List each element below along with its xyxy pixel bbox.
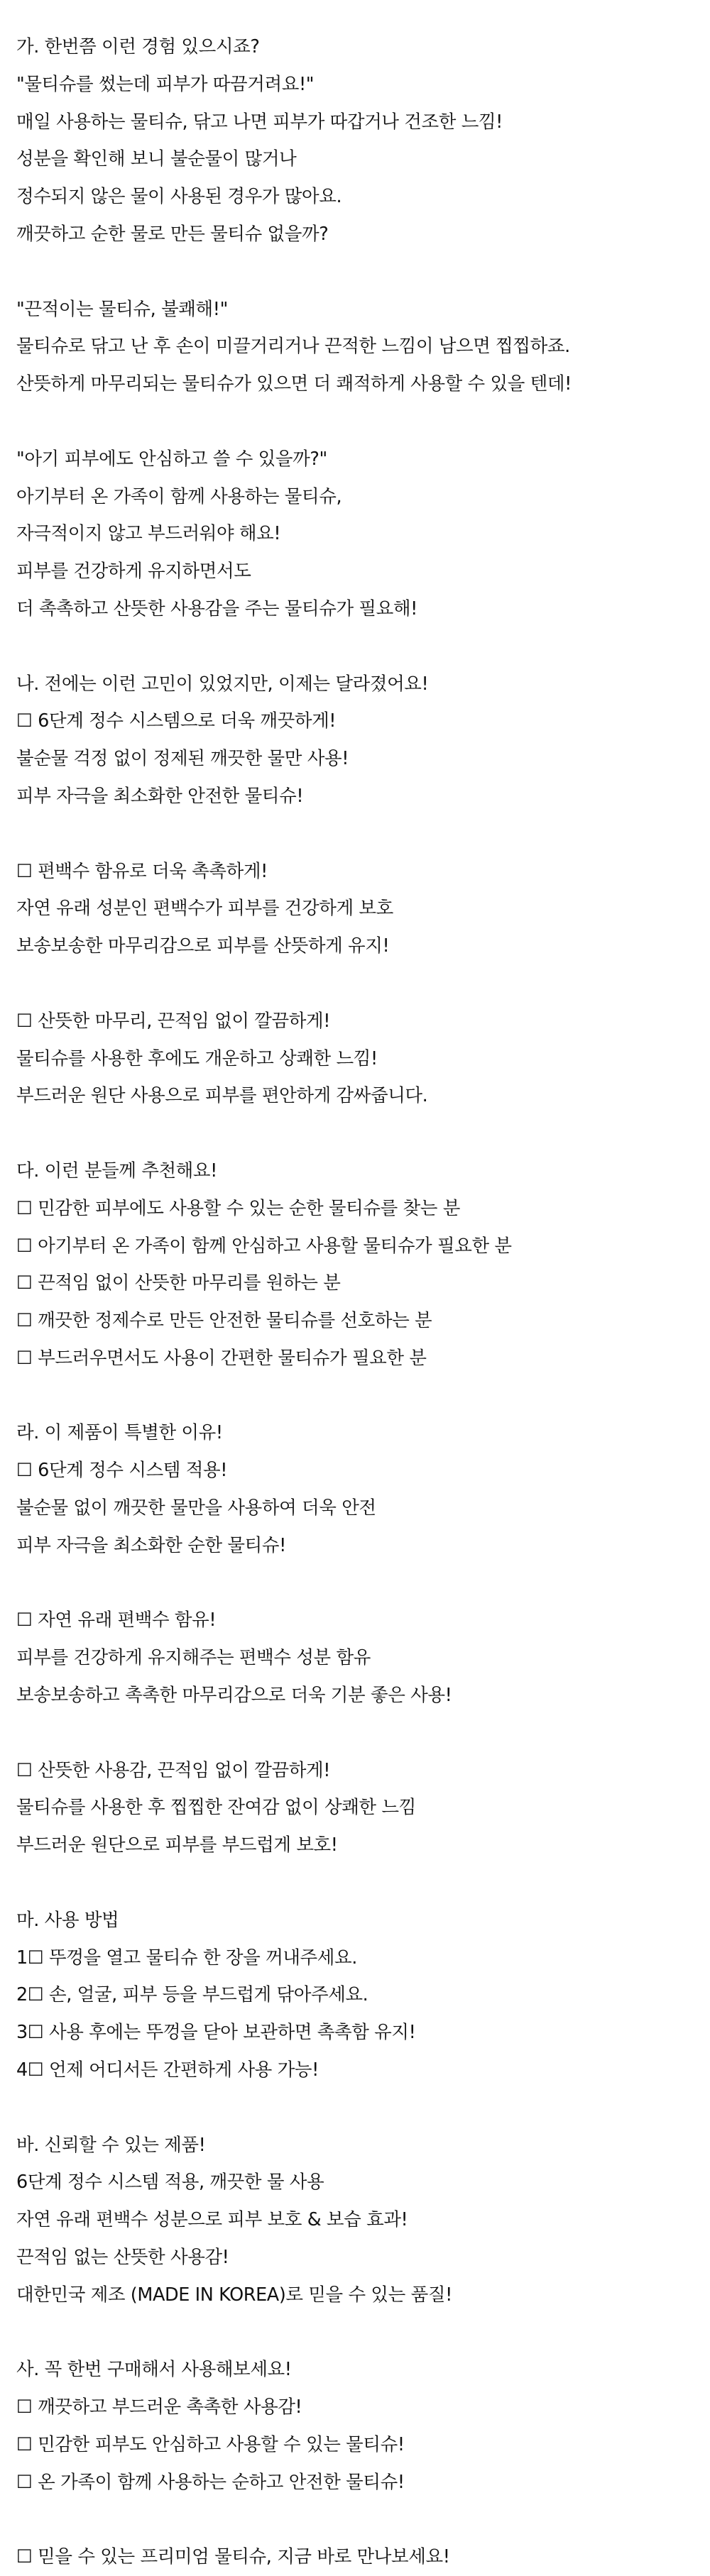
text-line: ☐ 아기부터 온 가족이 함께 안심하고 사용할 물티슈가 필요한 분	[16, 1235, 512, 1257]
text-line: 피부 자극을 최소화한 순한 물티슈!	[16, 1534, 286, 1556]
paragraph	[16, 666, 710, 815]
section-heading: 마. 사용 방법	[16, 1909, 119, 1931]
paragraph-spacer	[16, 1377, 710, 1415]
text-line: 물티슈로 닦고 난 후 손이 미끌거리거나 끈적한 느낌이 남으면 찝찝하죠.	[16, 336, 570, 358]
text-line: 4☐ 언제 어디서든 간편하게 사용 가능!	[16, 2059, 319, 2081]
paragraph	[16, 2127, 710, 2314]
paragraph-spacer	[16, 253, 710, 291]
text-line: 자극적이지 않고 부드러워야 해요!	[16, 523, 281, 545]
section-4	[16, 1377, 710, 1864]
text-line: ☐ 6단계 정수 시스템 적용!	[16, 1460, 228, 1482]
text-line: ☐ 깨끗한 정제수로 만든 안전한 물티슈를 선호하는 분	[16, 1310, 432, 1332]
paragraph-spacer	[16, 1115, 710, 1152]
text-line: ☐ 편백수 함유로 더욱 촉촉하게!	[16, 860, 268, 882]
section-6	[16, 2089, 710, 2314]
text-line: ☐ 민감한 피부에도 사용할 수 있는 순한 물티슈를 찾는 분	[16, 1197, 460, 1219]
text-line: 대한민국 제조 (MADE IN KOREA)로 믿을 수 있는 품질!	[16, 2284, 452, 2306]
text-line: ☐ 6단계 정수 시스템으로 더욱 깨끗하게!	[16, 710, 337, 732]
text-line: 물티슈를 사용한 후 찝찝한 잔여감 없이 상쾌한 느낌	[16, 1797, 416, 1819]
section-heading: 라. 이 제품이 특별한 이유!	[16, 1422, 223, 1444]
section-heading: 가. 한번쯤 이런 경험 있으시죠?	[16, 36, 260, 57]
section-7	[16, 2314, 710, 2576]
text-line: ☐ 산뜻한 마무리, 끈적임 없이 깔끔하게!	[16, 1010, 331, 1032]
paragraph-spacer	[16, 1864, 710, 1902]
paragraph-spacer	[16, 403, 710, 441]
section-heading: 바. 신뢰할 수 있는 제품!	[16, 2134, 206, 2156]
text-line: 자연 유래 편백수 성분으로 피부 보호 & 보습 효과!	[16, 2209, 408, 2231]
text-line: ☐ 부드러우면서도 사용이 간편한 물티슈가 필요한 분	[16, 1347, 427, 1369]
text-line: 성분을 확인해 보니 불순물이 많거나	[16, 148, 297, 170]
text-line: ☐ 깨끗하고 부드러운 촉촉한 사용감!	[16, 2396, 302, 2418]
text-line: 물티슈를 사용한 후에도 개운하고 상쾌한 느낌!	[16, 1047, 378, 1069]
text-line: 2☐ 손, 얼굴, 피부 등을 부드럽게 닦아주세요.	[16, 1984, 368, 2006]
text-line: ☐ 산뜻한 사용감, 끈적임 없이 깔끔하게!	[16, 1759, 331, 1781]
text-line: 피부를 건강하게 유지해주는 편백수 성분 함유	[16, 1647, 371, 1669]
paragraph-spacer	[16, 1565, 710, 1602]
paragraph	[16, 1414, 710, 1564]
section-heading: 나. 전에는 이런 고민이 있었지만, 이제는 달라졌어요!	[16, 673, 429, 695]
text-line: 불순물 걱정 없이 정제된 깨끗한 물만 사용!	[16, 748, 349, 770]
paragraph-spacer	[16, 628, 710, 666]
section-3	[16, 1115, 710, 1377]
paragraph	[16, 441, 710, 628]
paragraph-spacer	[16, 965, 710, 1003]
text-line: ☐ 민감한 피부도 안심하고 사용할 수 있는 물티슈!	[16, 2434, 405, 2455]
text-line: 아기부터 온 가족이 함께 사용하는 물티슈,	[16, 485, 342, 507]
text-line: 깨끗하고 순한 물로 만든 물티슈 없을까?	[16, 223, 329, 245]
text-line: 3☐ 사용 후에는 뚜껑을 닫아 보관하면 촉촉함 유지!	[16, 2022, 416, 2044]
text-line: 1☐ 뚜껑을 열고 물티슈 한 장을 꺼내주세요.	[16, 1947, 357, 1969]
text-line: ☐ 끈적임 없이 산뜻한 마무리를 원하는 분	[16, 1272, 341, 1294]
paragraph-spacer	[16, 815, 710, 853]
paragraph	[16, 2538, 710, 2576]
text-line: 피부를 건강하게 유지하면서도	[16, 561, 251, 583]
paragraph-spacer	[16, 2501, 710, 2539]
text-line: 6단계 정수 시스템 적용, 깨끗한 물 사용	[16, 2172, 324, 2194]
section-heading: 다. 이런 분들께 추천해요!	[16, 1160, 217, 1182]
paragraph	[16, 1152, 710, 1377]
text-line: "끈적이는 물티슈, 불쾌해!"	[16, 298, 228, 320]
text-line: 자연 유래 성분인 편백수가 피부를 건강하게 보호	[16, 898, 393, 920]
text-line: "아기 피부에도 안심하고 쓸 수 있을까?"	[16, 448, 327, 470]
text-line: 정수되지 않은 물이 사용된 경우가 많아요.	[16, 186, 342, 208]
text-line: 피부 자극을 최소화한 안전한 물티슈!	[16, 785, 304, 807]
text-line: "물티슈를 썼는데 피부가 따끔거려요!"	[16, 73, 315, 95]
section-1	[16, 28, 710, 628]
paragraph-spacer	[16, 1714, 710, 1752]
paragraph	[16, 2351, 710, 2501]
paragraph	[16, 1003, 710, 1115]
paragraph-spacer	[16, 2089, 710, 2127]
text-line: ☐ 믿을 수 있는 프리미엄 물티슈, 지금 바로 만나보세요!	[16, 2546, 450, 2568]
text-line: 부드러운 원단으로 피부를 부드럽게 보호!	[16, 1834, 338, 1856]
text-line: 끈적임 없는 산뜻한 사용감!	[16, 2247, 229, 2269]
paragraph	[16, 291, 710, 403]
text-line: 더 촉촉하고 산뜻한 사용감을 주는 물티슈가 필요해!	[16, 598, 417, 620]
text-line: 보송보송한 마무리감으로 피부를 산뜻하게 유지!	[16, 935, 390, 957]
paragraph	[16, 1602, 710, 1714]
paragraph	[16, 28, 710, 253]
paragraph	[16, 1752, 710, 1864]
text-line: 산뜻하게 마무리되는 물티슈가 있으면 더 쾌적하게 사용할 수 있을 텐데!	[16, 373, 572, 395]
section-2	[16, 628, 710, 1115]
text-line: ☐ 자연 유래 편백수 함유!	[16, 1609, 217, 1631]
text-line: 부드러운 원단 사용으로 피부를 편안하게 감싸줍니다.	[16, 1085, 428, 1107]
paragraph-spacer	[16, 2314, 710, 2352]
text-line: ☐ 온 가족이 함께 사용하는 순하고 안전한 물티슈!	[16, 2471, 405, 2493]
paragraph	[16, 1902, 710, 2089]
text-line: 불순물 없이 깨끗한 물만을 사용하여 더욱 안전	[16, 1497, 376, 1519]
text-line: 보송보송하고 촉촉한 마무리감으로 더욱 기분 좋은 사용!	[16, 1685, 452, 1707]
text-line: 매일 사용하는 물티슈, 닦고 나면 피부가 따갑거나 건조한 느낌!	[16, 111, 503, 133]
section-heading: 사. 꼭 한번 구매해서 사용해보세요!	[16, 2359, 292, 2381]
paragraph	[16, 853, 710, 965]
section-5	[16, 1864, 710, 2089]
